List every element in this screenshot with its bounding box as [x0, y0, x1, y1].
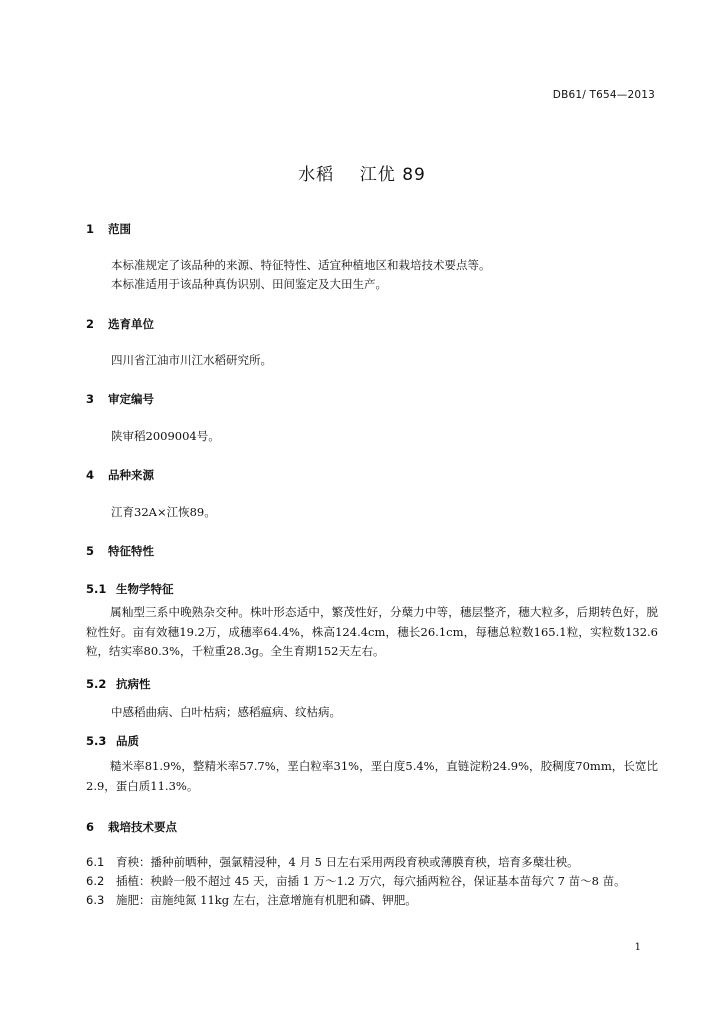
subsection-number: 5.3: [86, 734, 107, 748]
subsection-5-3-text: 糙米率81.9%，整精米率57.7%，垩白粒率31%，垩白度5.4%，直链淀粉24.9%，胶稠度70mm，长宽比2.9，蛋白质11.3%。: [86, 759, 658, 793]
section-number: 5: [86, 544, 95, 558]
section-1-heading: [86, 221, 131, 237]
item-text: 育秧：播种前晒种，强氯精浸种，4 月 5 日左右采用两段育秧或薄膜育秧，培育多蘖壮秧。: [116, 855, 579, 869]
subsection-5-1-paragraph: [86, 603, 658, 662]
item-6-1: [86, 852, 579, 872]
subsection-5-2-paragraph: 中感稻曲病、白叶枯病；感稻瘟病、纹枯病。: [111, 705, 341, 719]
section-title: 审定编号: [108, 392, 154, 406]
subsection-number: 5.2: [86, 677, 107, 691]
section-2-heading: [86, 316, 154, 332]
section-title: 栽培技术要点: [108, 820, 177, 834]
section-5-heading: [86, 543, 154, 559]
item-6-2: [86, 871, 626, 891]
item-number: 6.3: [86, 893, 105, 907]
subsection-5-3-paragraph: [86, 757, 658, 796]
section-2-paragraph: 四川省江油市川江水稻研究所。: [111, 353, 272, 367]
document-title: 水稻 江优 89: [298, 165, 426, 185]
subsection-title: 抗病性: [116, 677, 151, 691]
section-title: 选育单位: [108, 317, 154, 331]
subsection-title: 品质: [116, 734, 139, 748]
subsection-5-1-text: 属籼型三系中晚熟杂交种。株叶形态适中，繁茂性好，分蘖力中等，穗层整齐，穗大粒多，后期转色好，脱粒性好。亩有效穗19.2万，成穗率64.4%，株高124.4cm，穗长26.1cm，每穗总粒数165.1粒，实粒数132.6粒，结实率80.3%，千粒重28.3g。全生育期152天左右。: [86, 605, 658, 658]
item-text: 施肥：亩施纯氮 11kg 左右，注意增施有机肥和磷、钾肥。: [116, 893, 417, 907]
section-6-heading: [86, 819, 177, 835]
subsection-number: 5.1: [86, 582, 107, 596]
section-title: 品种来源: [108, 468, 154, 482]
section-1-paragraph-2: 本标准适用于该品种真伪识别、田间鉴定及大田生产。: [111, 277, 387, 291]
section-4-paragraph: 江育32A×江恢89。: [111, 505, 216, 519]
section-number: 1: [86, 222, 95, 236]
item-number: 6.1: [86, 855, 105, 869]
item-6-3: [86, 890, 417, 910]
section-title: 特征特性: [108, 544, 154, 558]
standard-code: DB61/ T654—2013: [552, 89, 655, 101]
section-4-heading: [86, 467, 154, 483]
section-number: 6: [86, 820, 95, 834]
subsection-5-3-heading: [86, 733, 139, 749]
subsection-5-2-heading: [86, 676, 151, 692]
section-number: 4: [86, 468, 95, 482]
subsection-title: 生物学特征: [116, 582, 174, 596]
section-3-paragraph: 陕审稻2009004号。: [111, 429, 220, 443]
section-number: 2: [86, 317, 95, 331]
section-1-paragraph-1: 本标准规定了该品种的来源、特征特性、适宜种植地区和栽培技术要点等。: [111, 258, 491, 272]
section-title: 范围: [108, 222, 131, 236]
item-text: 插植：秧龄一般不超过 45 天，亩插 1 万～1.2 万穴，每穴插两粒谷，保证基本苗每穴 7 苗～8 苗。: [116, 874, 626, 888]
page-number: 1: [634, 942, 641, 953]
section-number: 3: [86, 392, 95, 406]
subsection-5-1-heading: [86, 581, 174, 597]
item-number: 6.2: [86, 874, 105, 888]
section-3-heading: [86, 391, 154, 407]
